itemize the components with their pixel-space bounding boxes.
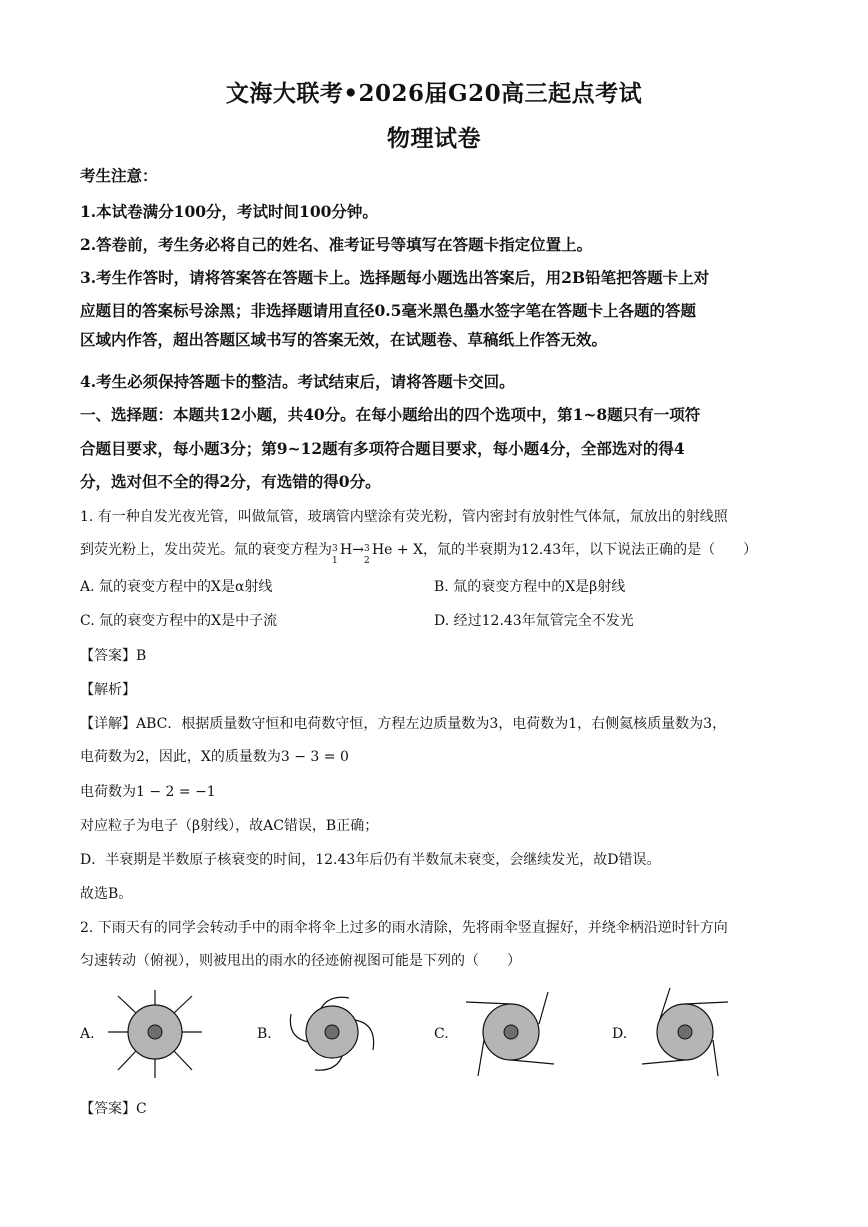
he3-mass-number: 3 xyxy=(363,544,370,554)
he3-symbol: He + X xyxy=(371,542,424,558)
notice-item-1: 1.本试卷满分100分，考试时间100分钟。 xyxy=(80,202,378,221)
umbrella-figure-c xyxy=(456,984,566,1084)
q1-detail-line-6: 故选B。 xyxy=(80,886,133,902)
h3-symbol: H xyxy=(340,542,353,558)
umbrella-figure-a xyxy=(100,984,210,1084)
he3-charge-number: 2 xyxy=(363,556,370,566)
q1-answer: 【答案】B xyxy=(80,648,147,664)
exam-subject: 物理试卷 xyxy=(387,125,481,152)
q2-stem-line-2: 匀速转动（俯视），则被甩出的雨水的径迹俯视图可能是下列的（ ） xyxy=(80,953,521,969)
umbrella-figure-b xyxy=(277,984,387,1084)
q1-stem-line-1: 1. 有一种自发光夜光管，叫做氚管，玻璃管内壁涂有荧光粉，管内密封有放射性气体氚，氚放出的射线照 xyxy=(80,509,728,525)
q1-detail-line-5: D．半衰期是半数原子核衰变的时间，12.43年后仍有半数氚未衰变，会继续发光，故D错误。 xyxy=(80,852,661,868)
q1-option-b: B. 氚的衰变方程中的X是β射线 xyxy=(434,579,626,595)
q1-stem-line-2 xyxy=(80,534,795,567)
umbrella-figure-d xyxy=(630,984,740,1084)
notice-item-3b: 应题目的答案标号涂黑；非选择题请用直径0.5毫米黑色墨水签字笔在答题卡上各题的答题 xyxy=(80,301,696,320)
notice-heading: 考生注意： xyxy=(80,166,158,185)
h3-mass-number: 3 xyxy=(332,544,338,554)
q2-stem-line-1: 2. 下雨天有的同学会转动手中的雨伞将伞上过多的雨水清除，先将雨伞竖直握好，并绕伞柄沿逆时针方向 xyxy=(80,920,728,936)
q2-figure-label-b: B. xyxy=(257,1026,272,1042)
q2-answer: 【答案】C xyxy=(80,1101,147,1117)
q2-figure-label-a: A. xyxy=(80,1026,95,1042)
q1-option-a: A. 氚的衰变方程中的X是α射线 xyxy=(80,579,273,595)
section-1-line-1: 一、选择题：本题共12小题，共40分。在每小题给出的四个选项中，第1~8题只有一项符 xyxy=(80,405,701,424)
q1-option-c: C. 氚的衰变方程中的X是中子流 xyxy=(80,613,278,629)
notice-item-4: 4.考生必须保持答题卡的整洁。考试结束后，请将答题卡交回。 xyxy=(80,372,515,391)
q1-analysis-label: 【解析】 xyxy=(80,682,136,698)
q1-stem-pre: 到荧光粉上，发出荧光。氚的衰变方程为 xyxy=(80,542,332,558)
section-1-line-3: 分，选对但不全的得2分，有选错的得0分。 xyxy=(80,472,381,491)
reaction-arrow: → xyxy=(352,542,364,558)
q2-figure-label-c: C. xyxy=(434,1026,449,1042)
q1-detail-line-2: 电荷数为2，因此，X的质量数为3 − 3 = 0 xyxy=(80,749,349,765)
q2-figure-label-d: D. xyxy=(612,1026,628,1042)
notice-item-3c: 区域内作答，超出答题区域书写的答案无效，在试题卷、草稿纸上作答无效。 xyxy=(80,330,608,349)
q1-detail-line-3: 电荷数为1 − 2 = −1 xyxy=(80,784,216,800)
h3-charge-number: 1 xyxy=(332,556,338,566)
exam-title: 文海大联考•2026届G20高三起点考试 xyxy=(225,80,643,107)
q1-stem-post: ，氚的半衰期为12.43年，以下说法正确的是（ ） xyxy=(423,542,758,558)
section-1-line-2: 合题目要求，每小题3分；第9~12题有多项符合题目要求，每小题4分，全部选对的得4 xyxy=(80,439,685,458)
q1-detail-line-4: 对应粒子为电子（β射线），故AC错误，B正确； xyxy=(80,818,379,834)
notice-item-3a: 3.考生作答时，请将答案答在答题卡上。选择题每小题选出答案后，用2B铅笔把答题卡上对 xyxy=(80,268,710,287)
q1-option-d: D. 经过12.43年氚管完全不发光 xyxy=(434,613,634,629)
q1-detail-line-1: 【详解】ABC．根据质量数守恒和电荷数守恒，方程左边质量数为3，电荷数为1，右侧氦核质量数为3， xyxy=(80,716,727,732)
notice-item-2: 2.答卷前，考生务必将自己的姓名、准考证号等填写在答题卡指定位置上。 xyxy=(80,235,593,254)
